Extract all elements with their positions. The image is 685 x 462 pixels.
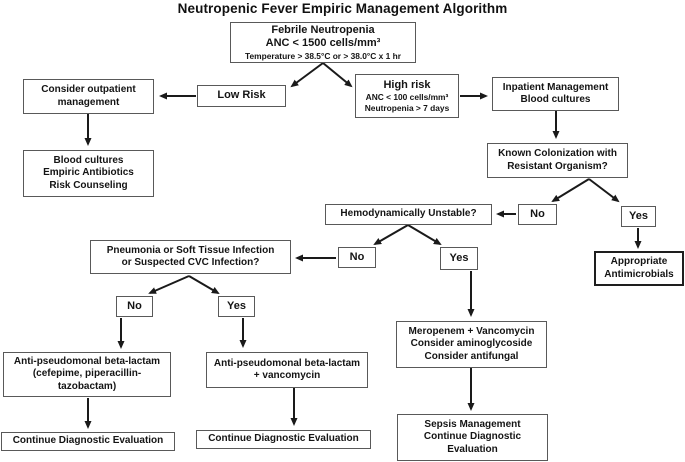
node-text-line: (cefepime, piperacillin- bbox=[32, 368, 142, 380]
node-text-line: Continue Diagnostic bbox=[423, 431, 522, 443]
node-text-line: Yes bbox=[227, 299, 246, 312]
node-text-line: or Suspected CVC Infection? bbox=[121, 257, 260, 268]
node-text-line: Anti-pseudomonal beta-lactam bbox=[213, 357, 361, 369]
arrow-febrile-to-high-risk bbox=[323, 63, 351, 86]
node-text-line: Low Risk bbox=[217, 89, 266, 102]
node-text-line: tazobactam) bbox=[57, 380, 117, 392]
node-text-line: Yes bbox=[449, 251, 469, 264]
node-hemodynamic-yes bbox=[440, 247, 478, 270]
node-text-line: Febrile Neutropenia bbox=[271, 23, 375, 36]
arrow-pneumonia-to-no bbox=[150, 276, 189, 293]
node-beta-lactam-vancomycin bbox=[206, 352, 368, 388]
node-hemodynamic-no bbox=[338, 247, 376, 268]
node-text-line: Yes bbox=[629, 209, 648, 222]
node-text-line: management bbox=[57, 96, 120, 108]
node-text-line: Neutropenia > 7 days bbox=[364, 102, 450, 113]
node-consider-outpatient bbox=[23, 79, 154, 114]
node-text-line: Hemodynamically Unstable? bbox=[340, 208, 477, 220]
node-pneumonia-cvc-infection bbox=[90, 240, 291, 274]
node-text-line: + vancomycin bbox=[253, 370, 321, 381]
arrow-colonization-to-no bbox=[553, 179, 589, 201]
node-text-line: Temperature > 38.5°C or > 38.0°C x 1 hr bbox=[245, 50, 401, 61]
arrow-pneumonia-to-yes bbox=[189, 276, 218, 293]
node-text-line: Known Colonization with bbox=[498, 148, 617, 160]
node-text-line: Resistant Organism? bbox=[507, 160, 608, 172]
node-text-line: High risk bbox=[383, 79, 431, 92]
node-colonization-yes bbox=[621, 206, 656, 227]
node-text-line: No bbox=[530, 207, 545, 220]
node-text-line: Blood cultures bbox=[520, 94, 591, 105]
node-text-line: Consider aminoglycoside bbox=[410, 338, 533, 350]
node-text-line: Anti-pseudomonal beta-lactam bbox=[13, 356, 161, 368]
node-text-line: Blood cultures bbox=[53, 155, 124, 167]
node-known-colonization bbox=[487, 143, 628, 178]
arrow-colonization-to-yes bbox=[589, 179, 618, 201]
node-colonization-no bbox=[518, 204, 557, 225]
node-continue-diagnostic-eval-left bbox=[1, 432, 175, 451]
node-hemodynamically-unstable bbox=[325, 204, 492, 225]
arrow-hemodynamic-to-yes bbox=[408, 225, 440, 244]
node-text-line: ANC < 1500 cells/mm³ bbox=[265, 37, 381, 50]
node-inpatient-management bbox=[492, 77, 619, 111]
node-continue-diagnostic-eval-mid bbox=[196, 430, 371, 449]
node-text-line: Consider antifungal bbox=[424, 350, 519, 362]
page-title: Neutropenic Fever Empiric Management Algorithm bbox=[177, 1, 508, 16]
node-text-line: No bbox=[127, 299, 142, 312]
node-text-line: Inpatient Management bbox=[502, 81, 609, 93]
arrow-febrile-to-low-risk bbox=[292, 63, 323, 86]
node-text-line: ANC < 100 cells/mm³ bbox=[365, 92, 449, 103]
node-febrile-neutropenia bbox=[230, 22, 416, 63]
node-text-line: Sepsis Management bbox=[424, 419, 521, 431]
node-text-line: Antimicrobials bbox=[604, 268, 674, 280]
node-sepsis-management bbox=[397, 414, 548, 461]
node-pneumonia-yes bbox=[218, 296, 255, 317]
node-text-line: Meropenem + Vancomycin bbox=[408, 326, 535, 338]
node-text-line: Pneumonia or Soft Tissue Infection bbox=[106, 244, 275, 256]
node-appropriate-antimicrobials bbox=[594, 251, 684, 286]
node-text-line: Risk Counseling bbox=[49, 179, 128, 191]
node-anti-pseudomonal-beta-lactam bbox=[3, 352, 171, 397]
node-text-line: Continue Diagnostic Evaluation bbox=[12, 435, 164, 447]
node-text-line: Consider outpatient bbox=[41, 84, 136, 96]
node-high-risk bbox=[355, 74, 459, 118]
node-blood-cultures bbox=[23, 150, 154, 197]
node-text-line: Evaluation bbox=[447, 443, 498, 455]
arrow-hemodynamic-to-no bbox=[375, 225, 408, 244]
node-text-line: Empiric Antibiotics bbox=[43, 167, 134, 179]
node-text-line: No bbox=[349, 250, 365, 263]
node-text-line: Continue Diagnostic Evaluation bbox=[208, 433, 359, 445]
node-pneumonia-no bbox=[116, 296, 153, 317]
node-meropenem-vancomycin bbox=[396, 321, 547, 368]
node-text-line: Appropriate bbox=[610, 256, 668, 268]
node-low-risk bbox=[197, 85, 286, 107]
